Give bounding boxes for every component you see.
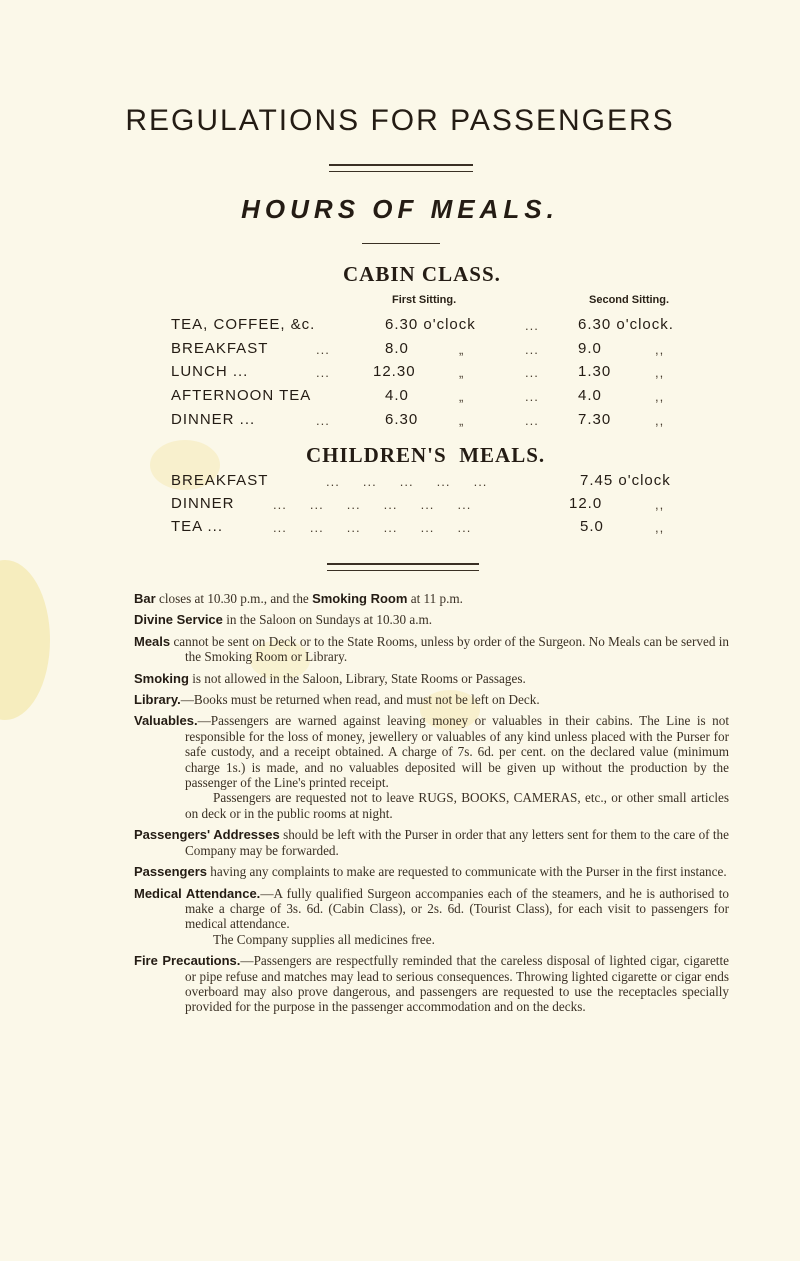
regulation-text: cannot be sent on Deck or to the State Rooms, unless by order of the Surgeon. No Meals can be served in the Smoking Room or Library. <box>170 633 729 665</box>
regulation-text: having any complaints to make are requested to communicate with the Purser in the first instance. <box>207 864 727 880</box>
ditto-mark: ,, <box>655 497 665 512</box>
regulation-bar <box>134 591 729 606</box>
childrens-meal-time: 5.0 <box>580 518 604 535</box>
regulation-text: is not allowed in the Saloon, Library, State Rooms or Passages. <box>188 670 526 686</box>
regulation-text: in the Saloon on Sundays at 10.30 a.m. <box>222 612 433 628</box>
second-sitting-time: 9.0 <box>578 340 602 357</box>
regulation-text: at 11 p.m. <box>407 591 463 606</box>
meal-name: TEA ... <box>171 518 224 535</box>
leader-dots: ... ... ... ... ... <box>326 474 488 489</box>
childrens-meal-time: 12.0 <box>569 495 603 512</box>
regulation-lead: Medical Attendance. <box>134 885 261 901</box>
second-sitting-time: 1.30 <box>578 363 612 380</box>
regulation-text: should be left with the Purser in order that any letters sent for them to the care of the Company may be forwarded. <box>185 827 729 858</box>
regulation-lead: Passengers' Addresses <box>134 827 280 843</box>
meal-name: AFTERNOON TEA <box>171 387 312 404</box>
first-sitting-time: 6.30 o'clock <box>385 316 476 333</box>
regulation-text: —Passengers are warned against leaving money or valuables in their cabins. The Line is not responsible for the loss of money, jewellery or valuables of any kind unless placed with the Purser for safe custody, and a receipt obtained. A charge of 7s. 6d. per cent. on the declared value (minimum charge 1s.) is made, and no valuables deposited will be given up without the production by the passenger of the Line's printed receipt. <box>185 713 729 791</box>
leader-dots: ... <box>316 413 330 428</box>
meals-heading: HOURS OF MEALS. <box>241 194 559 224</box>
ditto-mark: ,, <box>655 413 665 428</box>
regulation-lead: Meals <box>134 633 171 649</box>
regulation-fire <box>134 953 729 1015</box>
leader-dots: ... <box>525 365 539 380</box>
double-rule <box>329 164 473 172</box>
childrens-meal-time: 7.45 o'clock <box>580 472 671 489</box>
regulation-lead: Bar <box>134 591 156 606</box>
regulation-meals <box>134 634 729 665</box>
leader-dots: ... <box>316 365 330 380</box>
ditto-mark: ,, <box>655 342 665 357</box>
ditto-mark: ,, <box>655 365 665 380</box>
short-rule <box>362 243 440 244</box>
paper-stain <box>0 560 50 720</box>
second-sitting-time: 7.30 <box>578 411 612 428</box>
first-sitting-time: 12.30 <box>373 363 416 380</box>
regulations-list <box>134 591 729 1021</box>
regulation-text: closes at 10.30 p.m., and the <box>155 591 313 606</box>
leader-dots: ... <box>525 342 539 357</box>
regulation-text: —A fully qualified Surgeon accompanies each of the steamers, and he is authorised to make a charge of 3s. 6d. (Cabin Class), or 2s. 6d. (Tourist Class), for each visit to passengers for medical attendance. <box>185 885 729 932</box>
first-sitting-time: 6.30 <box>385 411 419 428</box>
first-sitting-time: 4.0 <box>385 387 409 404</box>
meal-name: LUNCH ... <box>171 363 249 380</box>
leader-dots: ... <box>525 413 539 428</box>
regulation-text: —Books must be returned when read, and must not be left on Deck. <box>180 692 540 708</box>
ditto-mark: „ <box>459 389 465 404</box>
leader-dots: ... ... ... ... ... ... <box>273 497 472 512</box>
second-sitting-time: 4.0 <box>578 387 602 404</box>
regulation-divine-service <box>134 612 729 627</box>
ditto-mark: „ <box>459 413 465 428</box>
ditto-mark: ,, <box>655 389 665 404</box>
second-sitting-heading: Second Sitting. <box>589 294 670 306</box>
cabin-class-heading: CABIN CLASS. <box>343 262 501 286</box>
double-rule <box>327 563 479 571</box>
regulation-lead: Passengers <box>134 864 207 880</box>
ditto-mark: „ <box>459 342 465 357</box>
regulation-lead: Library. <box>134 692 181 708</box>
leader-dots: ... <box>525 318 539 333</box>
regulation-medical <box>134 886 729 948</box>
page-title: REGULATIONS FOR PASSENGERS <box>125 104 675 137</box>
regulation-valuables <box>134 713 729 821</box>
regulation-lead: Valuables. <box>134 713 198 729</box>
childrens-meals-heading: CHILDREN'S MEALS. <box>306 443 546 467</box>
regulation-smoking <box>134 671 729 686</box>
second-sitting-time: 6.30 o'clock. <box>578 316 674 333</box>
meal-name: TEA, COFFEE, &c. <box>171 316 316 333</box>
first-sitting-time: 8.0 <box>385 340 409 357</box>
regulation-lead: Fire Precautions. <box>134 953 241 969</box>
first-sitting-heading: First Sitting. <box>392 294 457 306</box>
regulation-extra: The Company supplies all medicines free. <box>213 931 435 947</box>
meal-name: DINNER <box>171 495 235 512</box>
regulation-extra: Passengers are requested not to leave RUGS, BOOKS, CAMERAS, etc., or other small articles on deck or in the public rooms at night. <box>185 790 729 821</box>
regulation-lead: Smoking Room <box>312 591 408 606</box>
ditto-mark: ,, <box>655 520 665 535</box>
regulation-addresses <box>134 827 729 858</box>
meal-name: BREAKFAST <box>171 340 269 357</box>
regulation-complaints <box>134 864 729 879</box>
meal-name: DINNER ... <box>171 411 256 428</box>
regulation-text: —Passengers are respectfully reminded that the careless disposal of lighted cigar, cigarette or pipe refuse and matches may lead to serious consequences. Throwing lighted cigarette or cigar ends overboard may also prove dangerous, and passengers are requested to use the receptacles specially provided for the purpose in the passenger accommodation and on the decks. <box>185 953 729 1015</box>
leader-dots: ... ... ... ... ... ... <box>273 520 472 535</box>
meal-name: BREAKFAST <box>171 472 269 489</box>
leader-dots: ... <box>316 342 330 357</box>
regulation-lead: Divine Service <box>134 612 223 628</box>
regulation-library <box>134 692 729 707</box>
leader-dots: ... <box>525 389 539 404</box>
ditto-mark: „ <box>459 365 465 380</box>
regulation-lead: Smoking <box>134 670 189 686</box>
